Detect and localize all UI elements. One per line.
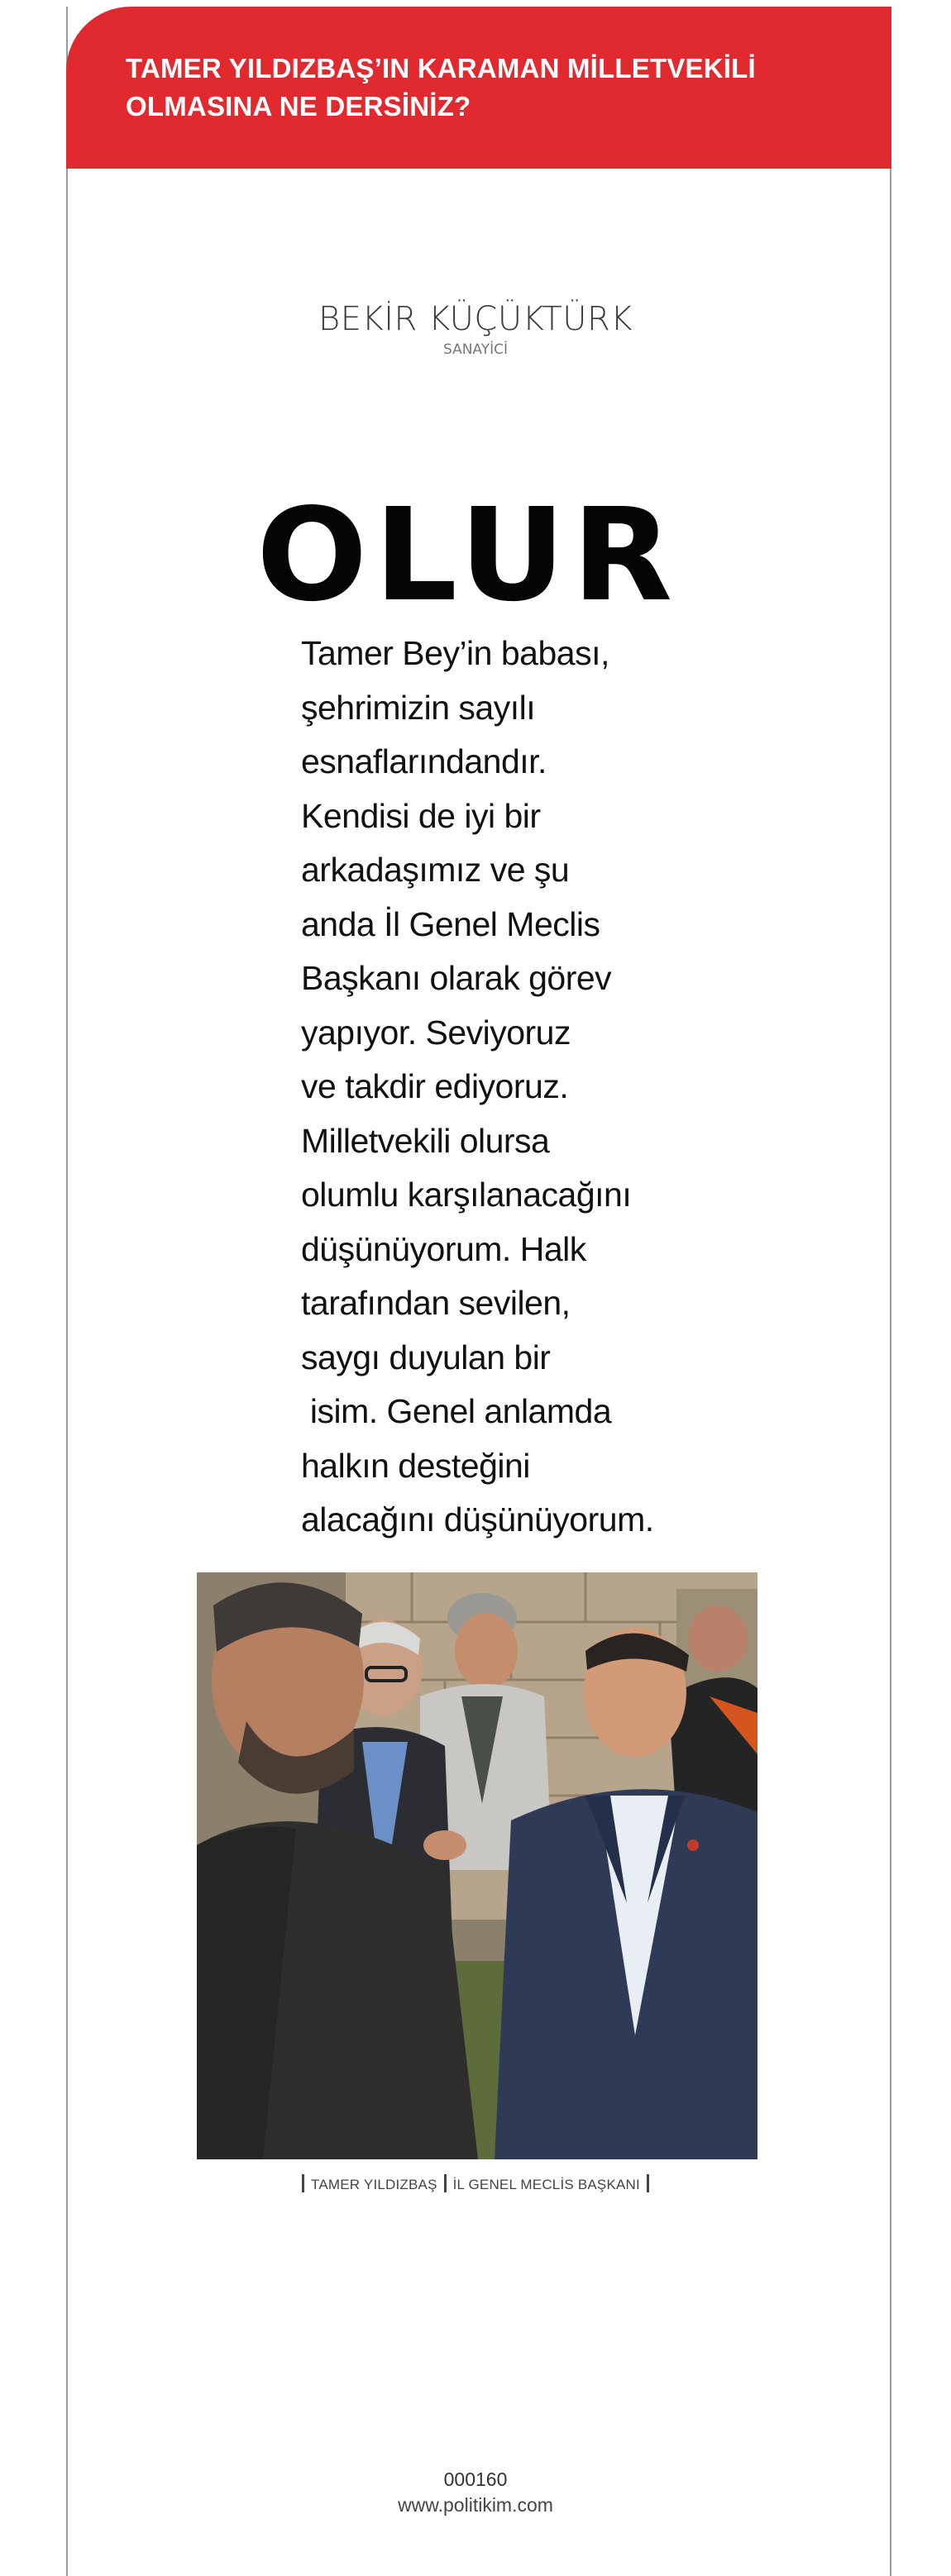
quote-line: Başkanı olarak görev [301, 959, 612, 997]
quote-line: yapıyor. Seviyoruz [301, 1013, 571, 1052]
quote-line: isim. Genel anlamda [301, 1392, 612, 1430]
quote-line: olumlu karşılanacağını [301, 1176, 632, 1214]
quote-line: tarafından sevilen, [301, 1284, 571, 1322]
caption-divider [302, 2174, 304, 2192]
quote-line: düşünüyorum. Halk [301, 1229, 586, 1268]
quote-line: anda İl Genel Meclis [301, 904, 600, 943]
quote-line: Kendisi de iyi bir [301, 796, 541, 835]
quote-line: arkadaşımız ve şu [301, 851, 570, 889]
quote-line: ve takdir ediyoruz. [301, 1067, 569, 1105]
caption-divider [444, 2174, 447, 2192]
caption-name: TAMER YILDIZBAŞ [311, 2177, 437, 2192]
photo-caption [0, 2174, 951, 2193]
quote-line: halkın desteğini [301, 1446, 530, 1485]
caption-title: İL GENEL MECLİS BAŞKANI [452, 2177, 640, 2192]
answer-headline: OLUR [256, 480, 680, 631]
footer-url[interactable]: www.politikim.com [398, 2494, 553, 2516]
page-footer [0, 2467, 951, 2518]
footer-code: 000160 [443, 2469, 508, 2490]
quote-line: saygı duyulan bir [301, 1338, 551, 1376]
quote-line: esnaflarındandır. [301, 742, 547, 780]
author-block [0, 299, 951, 359]
news-photo [197, 1572, 757, 2159]
question-banner [66, 7, 891, 169]
author-name: BEKİR KÜÇÜKTÜRK [318, 300, 633, 338]
caption-divider [647, 2174, 649, 2192]
question-title: TAMER YILDIZBAŞ’IN KARAMAN MİLLETVEKİLİ OLMASINA NE DERSİNİZ? [126, 53, 756, 122]
quote-line: Milletvekili olursa [301, 1121, 550, 1160]
author-role: SANAYİCİ [442, 341, 509, 358]
quote-line: alacağını düşünüyorum. [301, 1500, 654, 1538]
quote-line: şehrimizin sayılı [301, 688, 536, 727]
quote-line: Tamer Bey’in babası, [301, 634, 609, 672]
quote-text [301, 627, 714, 1548]
